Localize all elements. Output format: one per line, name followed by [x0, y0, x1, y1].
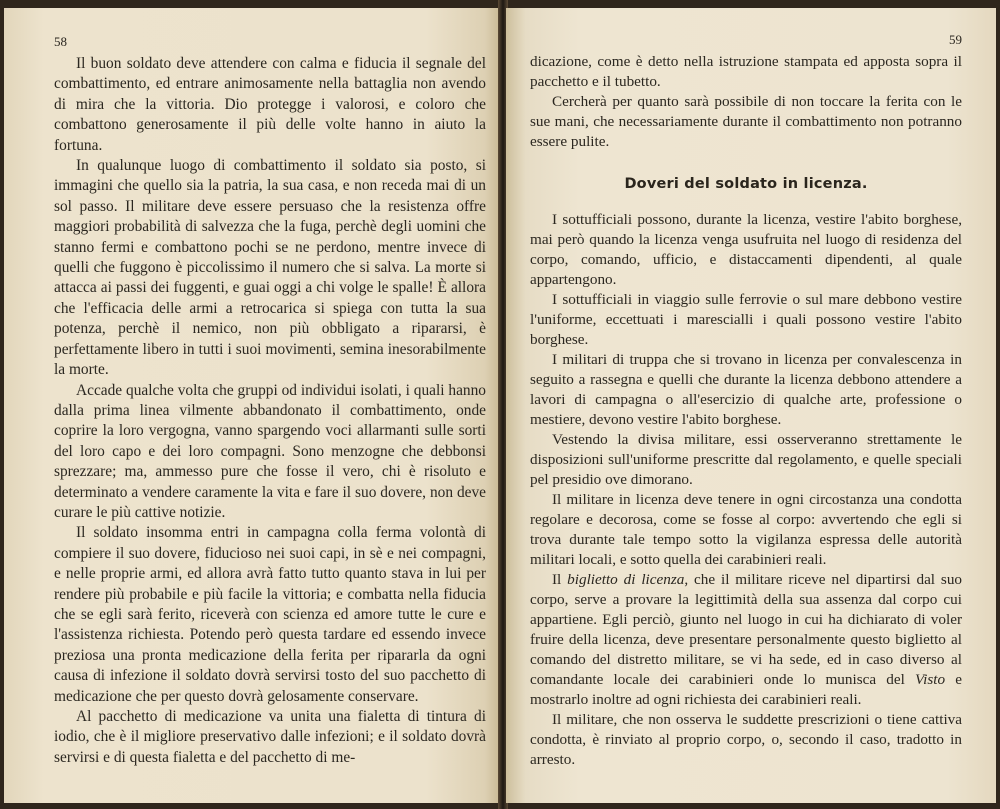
paragraph: Vestendo la divisa militare, essi osserveranno strettamente le disposizioni sull'uniforme prescritte dal regolamento, e quelle speciali pel presidio ove dimorano. — [530, 431, 962, 488]
paragraph: I militari di truppa che si trovano in licenza per convalescenza in seguito a rassegna e quelli che durante la licenza debbono attendere a lavori di campagna o all'esercizio di qualche arte, professione o mestiere, devono vestire l'abito borghese. — [530, 351, 962, 428]
page-number-right: 59 — [949, 32, 962, 47]
text-run: Il — [552, 571, 568, 588]
section-heading: Doveri del soldato in licenza. — [624, 176, 868, 192]
paragraph: Il soldato insomma entri in campagna colla ferma volontà di compiere il suo dovere, fiducioso nei suoi capi, in sè e nei compagni, e nelle proprie armi, ed allora avrà fatto tutto quanto stava in lui per rendere più probabile e più facile la vittoria; e combatta nella fiducia che se egli sarà ferito, riceverà con scienza ed amore tutte le cure e l'assistenza richiesta. Potendo però questa tardare ed essendo invece preziosa una pronta medicazione della ferita per ripararla da ogni causa di infezione il soldato dovrà servirsi tosto del suo pacchetto di medicazione che per questo dovrà gelosamente conservare. — [54, 524, 486, 705]
paragraph: Il militare in licenza deve tenere in ogni circostanza una condotta regolare e decorosa, come se fosse al corpo: avvertendo che egli si trova durante tale tempo sotto la vigilanza espressa delle autorità militari locali, e sotto quella dei carabinieri reali. — [530, 491, 962, 568]
paragraph: Il buon soldato deve attendere con calma e fiducia il segnale del combattimento, ed entrare animosamente nella battaglia non avendo di mira che la vittoria. Dio protegge i valorosi, e coloro che combattono generosamente il più delle volte hanno in aiuto la fortuna. — [54, 55, 486, 154]
paragraph: I sottufficiali in viaggio sulle ferrovie o sul mare debbono vestire l'uniforme, eccettuati i marescialli i quali possono vestire l'abito borghese. — [530, 291, 962, 348]
paragraph: In qualunque luogo di combattimento il soldato sia posto, si immagini che quello sia la patria, la sua casa, e non receda mai di un sol passo. Il militare deve essere persuaso che la resistenza offre maggiori probabilità di salvezza che la fuga, perchè degli uomini che stanno fermi e combattono pochi se ne perdono, mentre invece di quelli che fuggono è piccolissimo il numero che si salva. La morte si attacca ai passi dei fuggenti, e guai oggi a chi volge le spalle! È allora che l'efficacia delle armi a retrocarica si spiega con tutta la sua potenza, perchè il nemico, non più obbligato a ripararsi, è perfettamente libero in tutti i suoi movimenti, semina inesorabilmente la morte. — [54, 157, 486, 379]
text-run: , che il militare riceve nel dipartirsi dal suo corpo, serve a provare la legittimità della sua assenza dal corpo cui appartiene. Egli perciò, giunto nel luogo in cui ha dichiarato di voler fruire della licenza, deve presentare personalmente questo biglietto al comando del distretto militare, se vi ha sede, ed in caso diverso al comandante locale dei carabinieri onde lo munisca del — [530, 571, 963, 688]
italic-term: biglietto di licenza — [567, 571, 685, 588]
italic-term: Visto — [914, 671, 946, 688]
paragraph: Al pacchetto di medicazione va unita una fialetta di tintura di iodio, che è il migliore preservativo dalle infezioni; e il soldato dovrà servirsi e di questa fialetta e del pacchetto di me- — [54, 708, 486, 766]
paragraph: Accade qualche volta che gruppi od individui isolati, i quali hanno dalla prima linea vilmente abbandonato il combattimento, onde coprire la loro vergogna, vanno spargendo voci allarmanti sulle sorti del loro capo e dei loro compagni. Sono menzogne che debbonsi sprezzare; ma, ammesso pure che fosse il vero, chi è risoluto e determinato a vendere caramente la vita e fare il suo dovere, non deve curare le più cattive notizie. — [54, 381, 486, 521]
paragraph-continuation: dicazione, come è detto nella istruzione stampata ed apposta sopra il pacchetto e il tubetto. — [530, 53, 962, 90]
right-page — [506, 8, 996, 803]
page-number-left: 58 — [54, 34, 67, 49]
paragraph: Cercherà per quanto sarà possibile di non toccare la ferita con le sue mani, che necessariamente durante il combattimento non potranno essere pulite. — [530, 93, 962, 150]
left-page — [4, 8, 500, 803]
paragraph-biglietto — [530, 570, 962, 710]
paragraph: Il militare, che non osserva le suddette prescrizioni o tiene cattiva condotta, è rinviato al proprio corpo, o, secondo il caso, tradotto in arresto. — [530, 711, 962, 768]
paragraph: I sottufficiali possono, durante la licenza, vestire l'abito borghese, mai però quando la licenza venga usufruita nel luogo di residenza del corpo, comando, ufficio, e distaccamenti dipendenti, al quale appartengono. — [530, 211, 962, 288]
text-run: e mostrarlo inoltre ad ogni richiesta dei carabinieri reali. — [530, 671, 962, 708]
